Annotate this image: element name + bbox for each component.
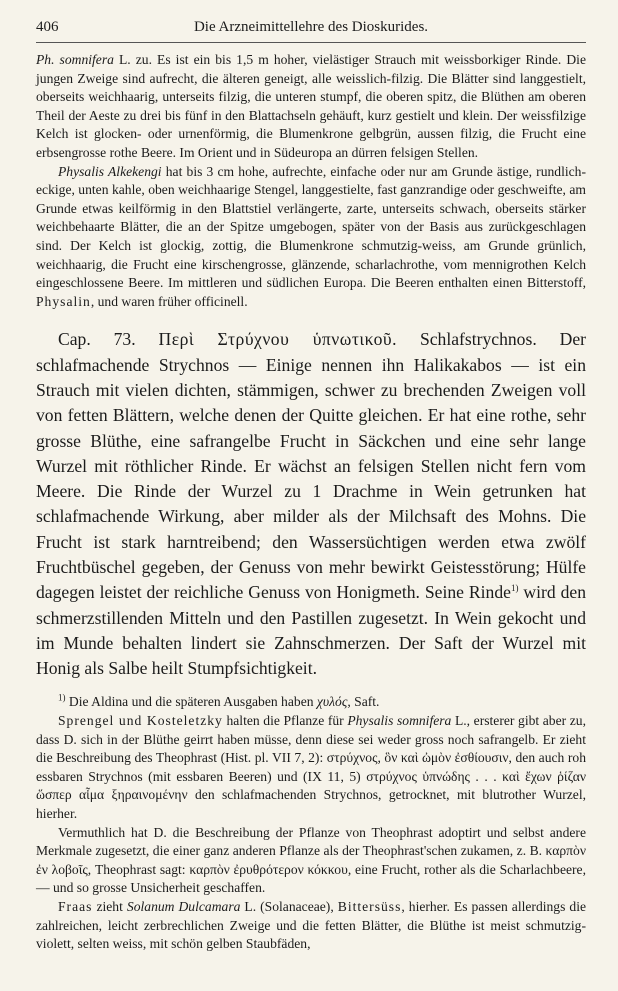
footnote-1 bbox=[36, 693, 586, 712]
note-fraas bbox=[36, 898, 586, 954]
running-title: Die Arzneimittellehre des Dioskurides. bbox=[193, 19, 429, 35]
note-text: , Saft. bbox=[347, 694, 380, 710]
note-text: den auch roh essbaren Strychnos (mit essbaren Beeren) und (IX 11, 5) bbox=[36, 750, 586, 784]
paragraph-text: , und waren früher officinell. bbox=[90, 293, 248, 309]
spaced-term: Bittersüss bbox=[337, 899, 402, 914]
note-text: L., ersterer gibt aber zu, dass D. sich in der Blüthe geirrt haben müsse, denn diese sei weder gross noch safrangelb. Er zieht die Beschreibung des Theophrast (Hist. pl. VII 7, 2): bbox=[36, 713, 586, 766]
note-text: , hierher. Es passen allerdings die zahlreichen, leicht zerbrechlichen Zweige und die fetten Blätter, die Blüthe ist meist schmutzig-violett, selten weiss, mit schön gelben Staubfäden, bbox=[36, 899, 587, 952]
greek-word: χυλός bbox=[316, 694, 348, 710]
chapter-greek-title: Περὶ Στρύχνου ὑπνωτικοῦ. bbox=[158, 329, 398, 350]
chapter-text: Der schlafmachende Strychnos — Einige nennen ihn Halikakabos — ist ein Strauch mit vielen dichten, stämmigen, schwer zu brechenden Zweigen voll von fetten Blättern, welche denen der Quitte gleichen. Er hat eine rothe, sehr grosse Blüthe, eine safrangelbe Frucht in Säckchen und eine sehr lange Wurzel mit röthlicher Rinde. Er wächst an felsigen Stellen nicht fern vom Meere. Die Rinde der Wurzel zu 1 Drachme in Wein getrunken hat schlafmachende Wirkung, aber milder als der Milchsaft des Mohns. Die Frucht ist stark harntreibend; den Wassersüchtigen werden etwa zwölf Fruchtbüschel gegeben, der Genuss von mehr bewirkt Geistesstörung; Hülfe dagegen leistet der reichliche Genuss von Honigmeth. Seine Rinde bbox=[36, 329, 587, 603]
note-text: den schlafmachenden Strychnos, getrocknet, mit blutrother Wurzel, hierher. bbox=[36, 787, 586, 822]
species-name: Physalis somnifera bbox=[347, 713, 452, 729]
header-rule bbox=[36, 42, 586, 43]
chapter-73-body bbox=[36, 327, 586, 681]
author-names: Sprengel und Kosteletzky bbox=[58, 713, 223, 729]
note-text: , Theophrast sagt: bbox=[87, 861, 190, 877]
page-header bbox=[36, 18, 586, 36]
greek-quote: στρύχνος ὑπνώδης . . . καὶ ἔχων ῥίζαν ὥσπερ αἷμα ξηραινομένην bbox=[36, 768, 586, 803]
note-text: Vermuthlich hat D. die Beschreibung der Pflanze von Theophrast adoptirt und selbst andere Merkmale zugesetzt, die einer ganz anderen Pflanze als der Theophrast'schen zukamen, z. B. bbox=[36, 824, 586, 859]
author-name: Fraas bbox=[58, 899, 93, 914]
species-name: Solanum Dulcamara bbox=[126, 899, 241, 914]
note-text: , eine Frucht, rother als die Scharlachbeere, — und so grosse Unsicherheit geschaffen. bbox=[36, 861, 586, 896]
notes-section bbox=[36, 693, 586, 953]
chapter-text: wird den schmerzstillenden Mitteln und den Pastillen zugesetzt. In Wein gekocht und im Munde behalten lindert sie Zahnschmerzen. Der Saft der Wurzel mit Honig als Salbe heilt Stumpfsichtigkeit. bbox=[36, 582, 586, 679]
note-sprengel bbox=[36, 712, 586, 824]
paragraph-text: hat bis 3 cm hohe, aufrechte, einfache oder nur am Grunde ästige, rundlich-eckige, unten kahle, oben weichhaarige Stengel, langgestielte, fast ganzrandige oder geschweifte, am Grunde etwas keilförmig in den Blattstiel verlängerte, zarte, unterseits schwach, oberseits stärker weichbehaarte Blätter, die an der Spitze umgebogen, später von der Basis aus zurückgeschlagen sind. Der Kelch ist glockig, zottig, die Blumenkrone schmutzig-weiss, am Grunde grünlich, weichhaarig, die Frucht eine kirschengrosse, glänzende, scharlachrothe, vom mennigrothen Kelch eingeschlossene Beere. Im mittleren und südlichen Europa. Die Beeren enthalten einen Bitterstoff, bbox=[36, 163, 586, 291]
greek-quote: καρπὸν ἐν λοβοῖς bbox=[36, 843, 586, 877]
note-text: zieht bbox=[92, 899, 127, 914]
note-text: L. (Solanaceae), bbox=[240, 899, 338, 914]
greek-quote: στρύχνος, ὃν καὶ ὠμὸν ἐσθίουσιν, bbox=[326, 750, 512, 766]
spaced-term: Physalin bbox=[36, 293, 91, 309]
greek-quote: καρπὸν ἐρυθρότερον κόκκου bbox=[189, 861, 348, 877]
note-theophrast bbox=[36, 824, 586, 898]
note-text: Die Aldina und die späteren Ausgaben haben bbox=[65, 694, 317, 710]
chapter-heading: Schlafstrychnos. bbox=[419, 329, 537, 350]
paragraph-physalis-alkekengi bbox=[36, 163, 586, 312]
footnote-marker[interactable]: 1) bbox=[510, 583, 519, 594]
species-name: Physalis Alkekengi bbox=[58, 163, 162, 179]
page-number: 406 bbox=[36, 19, 59, 35]
paragraph-physalis-somnifera bbox=[36, 51, 586, 163]
paragraph-text: L. zu. Es ist ein bis 1,5 m hoher, vielästiger Strauch mit weissborkiger Rinde. Die jungen Zweige sind aufrecht, die älteren geneigt, alle weisslich-filzig. Die Blätter sind langgestielt, oberseits weichhaarig, unterseits filzig, die unteren stumpf, die oberen spitz, die Blüthen am oberen Theil der Aeste zu drei bis fünf in den Blattachseln gehäuft, kurz gestielt und klein. Der weissfilzige Kelch ist glocken- oder urnenförmig, die Blumenkrone gelbgrün, aussen filzig, die Frucht eine erbsengrosse rothe Beere. Im Orient und in Südeuropa an dürren felsigen Stellen. bbox=[36, 52, 586, 160]
book-page bbox=[36, 18, 586, 954]
note-text: halten die Pflanze für bbox=[222, 713, 348, 729]
chapter-number: Cap. 73. bbox=[58, 329, 136, 350]
species-name: Ph. somnifera bbox=[36, 52, 114, 67]
footnote-number: 1) bbox=[58, 692, 66, 703]
